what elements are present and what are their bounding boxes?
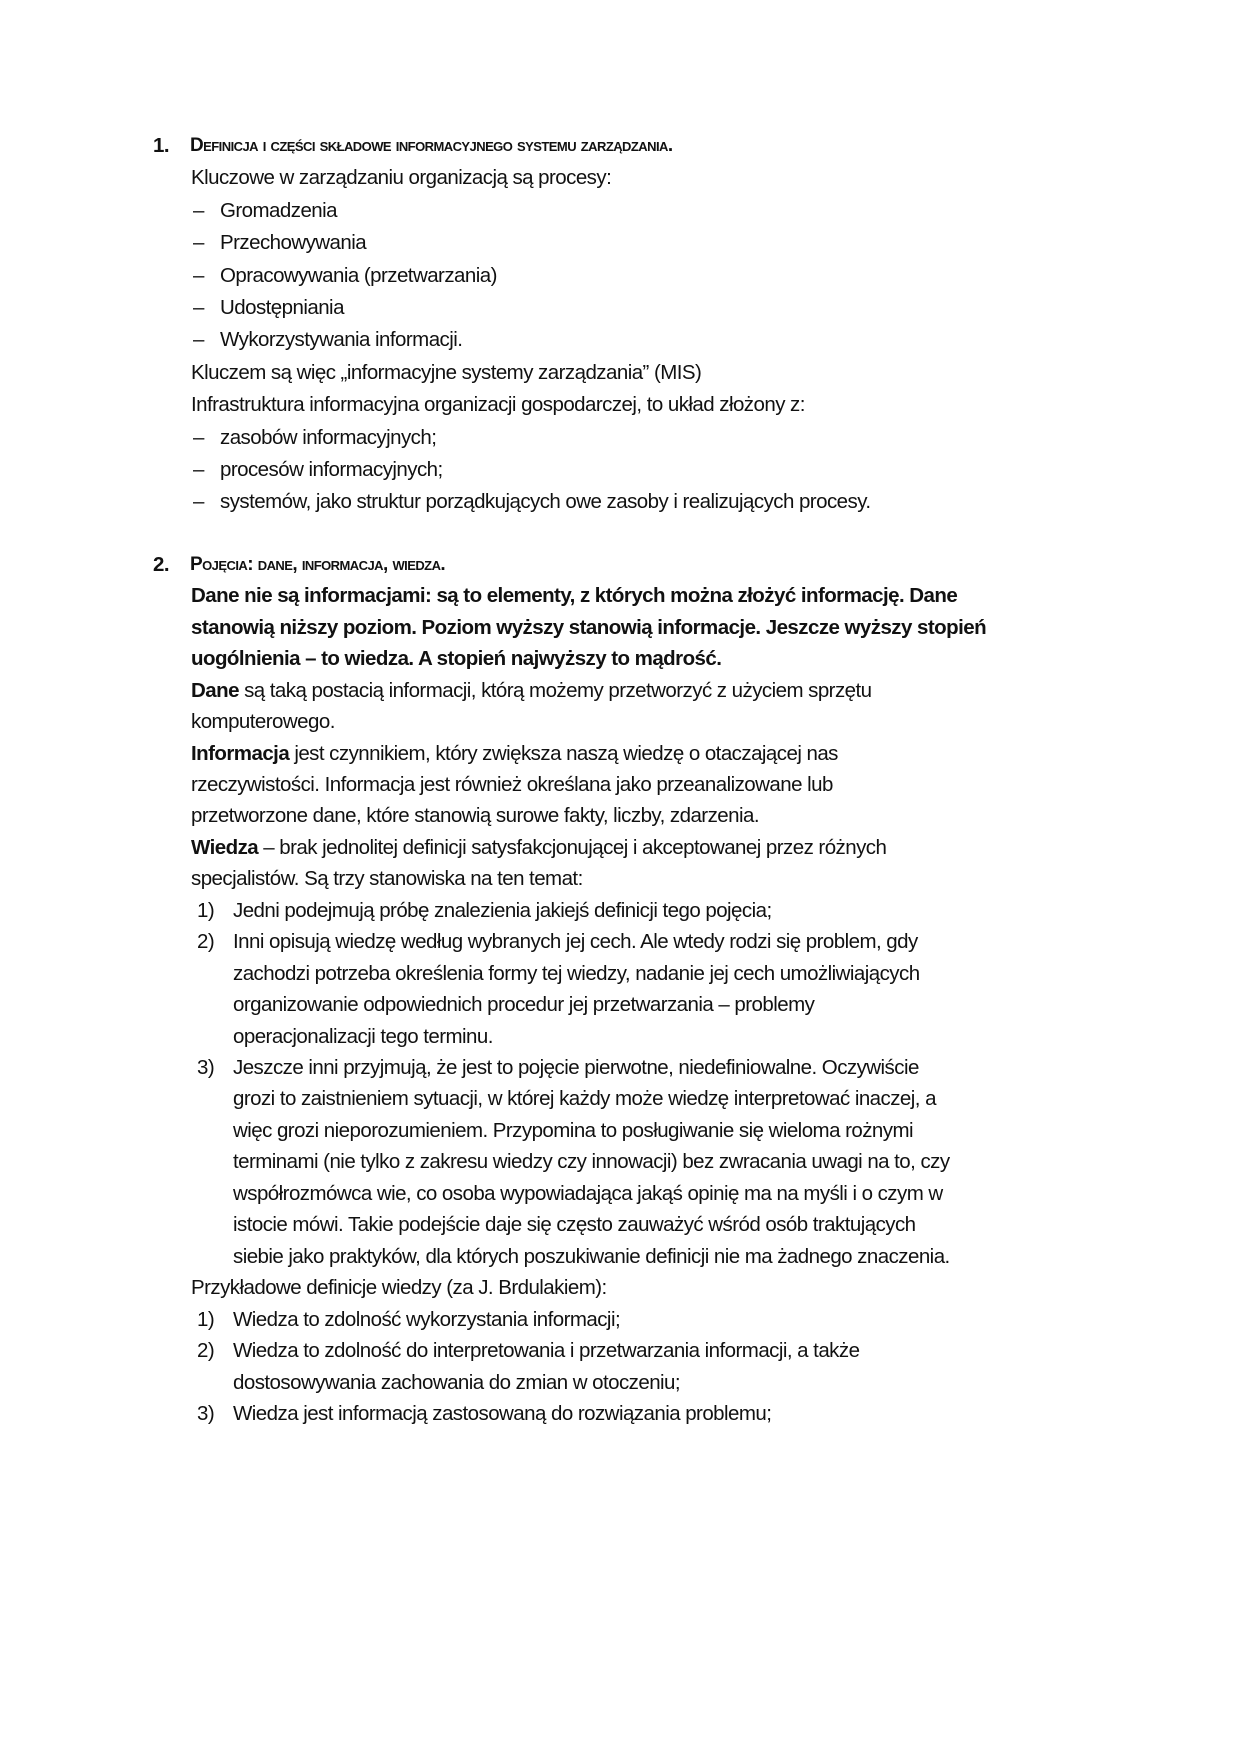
bold-term: Dane <box>191 678 239 702</box>
paragraph-line <box>191 643 721 675</box>
list-item-line <box>233 1115 913 1147</box>
text: rzeczywistości. Informacja jest również określana jako przeanalizowane lub <box>191 772 833 796</box>
list-number: 2) <box>197 1339 215 1363</box>
text: Inni opisują wiedzę według wybranych jej cech. Ale wtedy rodzi się problem, gdy <box>233 930 918 954</box>
dash-bullet: – <box>193 328 204 352</box>
text: zasobów informacyjnych; <box>220 425 437 449</box>
list-item-line <box>220 260 497 292</box>
text: istocie mówi. Takie podejście daje się często zauważyć wśród osób traktujących <box>233 1213 916 1237</box>
list-item-line <box>233 1304 620 1336</box>
text: więc grozi nieporozumieniem. Przypomina to posługiwanie się wieloma rożnymi <box>233 1118 913 1142</box>
section-heading: Definicja i części składowe informacyjnego systemu zarządzania. <box>190 135 673 156</box>
list-item-line <box>220 195 337 227</box>
text: Gromadzenia <box>220 198 338 222</box>
text: Infrastruktura informacyjna organizacji gospodarczej, to układ złożony z: <box>191 393 805 417</box>
list-item-line <box>220 227 366 259</box>
text: procesów informacyjnych; <box>220 458 443 481</box>
paragraph-line <box>191 863 583 895</box>
text: Wiedza jest informacją zastosowaną do rozwiązania problemu; <box>233 1401 772 1425</box>
dash-bullet: – <box>193 263 204 287</box>
text: są taką postacią informacji, którą możemy przetworzyć z użyciem sprzętu <box>238 678 872 702</box>
text: – brak jednolitej definicji satysfakcjonującej i akceptowanej przez różnych <box>258 835 887 859</box>
paragraph-line <box>191 832 886 864</box>
paragraph-line <box>191 738 838 770</box>
dash-bullet: – <box>193 198 204 222</box>
text: Przechowywania <box>220 231 367 255</box>
paragraph-line <box>191 389 805 421</box>
text: Udostępniania <box>220 296 344 319</box>
list-item-line <box>233 1083 936 1115</box>
text: systemów, jako struktur porządkujących owe zasoby i realizujących procesy. <box>220 490 871 514</box>
list-item-line <box>233 1367 680 1399</box>
bold-term: stanowią niższy poziom. Poziom wyższy stanowią informacje. Jeszcze wyższy stopień <box>191 615 987 639</box>
list-item-line <box>233 958 920 990</box>
text: przetworzone dane, które stanowią surowe fakty, liczby, zdarzenia. <box>191 804 759 828</box>
paragraph-line <box>191 612 986 644</box>
paragraph-line <box>191 357 701 389</box>
list-item-line <box>233 1209 916 1241</box>
text: specjalistów. Są trzy stanowiska na ten temat: <box>191 867 583 891</box>
list-number: 3) <box>197 1401 215 1425</box>
text: Opracowywania (przetwarzania) <box>220 263 497 287</box>
text: Wiedza to zdolność wykorzystania informacji; <box>233 1307 621 1331</box>
dash-bullet: – <box>193 490 204 514</box>
section-number: 1. <box>153 134 169 157</box>
list-number: 1) <box>197 898 215 922</box>
bold-term: uogólnienia – to wiedza. A stopień najwyższy to mądrość. <box>191 647 722 671</box>
list-item-line <box>233 1178 943 1210</box>
section-number: 2. <box>153 552 169 576</box>
text: organizowanie odpowiednich procedur jej przetwarzania – problemy <box>233 993 815 1017</box>
list-item-line <box>233 1335 859 1367</box>
paragraph-line <box>191 162 611 194</box>
text: komputerowego. <box>191 710 335 734</box>
dash-bullet: – <box>193 458 204 481</box>
list-item-line <box>220 422 436 454</box>
paragraph-line <box>191 706 335 738</box>
text: Kluczowe w zarządzaniu organizacją są procesy: <box>191 166 612 190</box>
text: Jeszcze inni przyjmują, że jest to pojęcie pierwotne, niedefiniowalne. Oczywiście <box>233 1056 919 1079</box>
list-item-line <box>220 486 871 518</box>
list-item-line <box>233 1146 950 1178</box>
bold-term: Informacja <box>191 741 290 765</box>
text: operacjonalizacji tego terminu. <box>233 1024 493 1048</box>
list-item-line <box>233 1021 493 1053</box>
list-number: 2) <box>197 930 215 954</box>
paragraph-line <box>191 1272 607 1304</box>
list-item-line <box>233 895 772 927</box>
paragraph-line <box>191 675 872 707</box>
bold-term: Wiedza <box>191 835 259 859</box>
text: Jedni podejmują próbę znalezienia jakiejś definicji tego pojęcia; <box>233 898 772 922</box>
text: dostosowywania zachowania do zmian w otoczeniu; <box>233 1370 681 1394</box>
list-item-line <box>233 926 918 958</box>
list-number: 1) <box>197 1307 215 1331</box>
text: Przykładowe definicje wiedzy (za J. Brdulakiem): <box>191 1276 607 1300</box>
list-item-line <box>233 1398 771 1430</box>
text: siebie jako praktyków, dla których poszukiwanie definicji nie ma żadnego znaczenia. <box>233 1244 950 1268</box>
list-item-line <box>233 1241 950 1273</box>
list-item-line <box>233 989 814 1021</box>
text: zachodzi potrzeba określenia formy tej wiedzy, nadanie jej cech umożliwiających <box>233 961 920 985</box>
paragraph-line <box>191 580 957 612</box>
bold-term: Dane nie są informacjami: są to elementy, z których można złożyć informację. Dane <box>191 584 958 608</box>
text: terminami (nie tylko z zakresu wiedzy czy innowacji) bez zwracania uwagi na to, czy <box>233 1150 950 1174</box>
list-item-line <box>220 292 344 324</box>
text: grozi to zaistnieniem sytuacji, w której każdy może wiedzę interpretować inaczej, a <box>233 1087 936 1111</box>
list-item-line <box>220 454 443 486</box>
paragraph-line <box>191 800 759 832</box>
dash-bullet: – <box>193 231 204 255</box>
list-item-line <box>233 1052 919 1084</box>
section-heading: Pojęcia: dane, informacja, wiedza. <box>190 553 446 575</box>
dash-bullet: – <box>193 296 204 319</box>
text: jest czynnikiem, który zwiększa naszą wiedzę o otaczającej nas <box>289 741 838 765</box>
text: Wykorzystywania informacji. <box>220 328 463 352</box>
text: Kluczem są więc „informacyjne systemy zarządzania” (MIS) <box>191 360 702 384</box>
text: Wiedza to zdolność do interpretowania i przetwarzania informacji, a także <box>233 1339 860 1363</box>
list-item-line <box>220 324 462 356</box>
dash-bullet: – <box>193 425 204 449</box>
paragraph-line <box>191 769 833 801</box>
text: współrozmówca wie, co osoba wypowiadająca jakąś opinię ma na myśli i o czym w <box>233 1181 943 1205</box>
list-number: 3) <box>197 1056 215 1079</box>
